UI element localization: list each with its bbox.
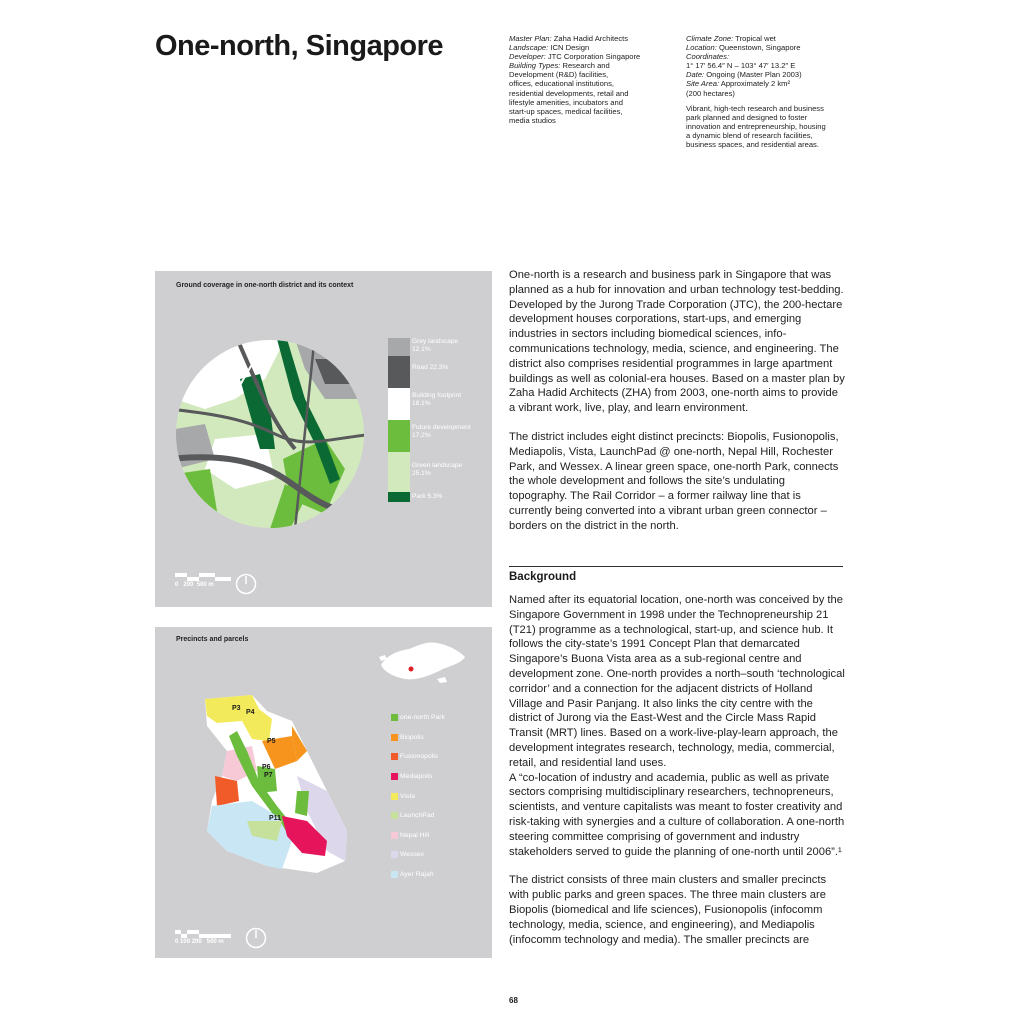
summary-line: Vibrant, high-tech research and business	[686, 103, 824, 113]
legend-item-future-development	[388, 420, 474, 452]
legend-item-road	[388, 356, 474, 388]
parcel-label-p3: P3	[232, 705, 241, 712]
scale-bar-2-graphic	[175, 930, 231, 938]
legend-item-green-landscape	[388, 452, 474, 492]
intro-text	[509, 268, 845, 548]
summary-line: innovation and entrepreneurship, housing	[686, 121, 826, 131]
scale-bar-graphic	[175, 573, 231, 581]
page-number: 68	[509, 996, 518, 1005]
parcel-label-p4: P4	[246, 709, 255, 716]
section-divider	[509, 566, 843, 567]
background-text	[509, 593, 845, 961]
legend-item-grey-landscape	[388, 338, 474, 356]
summary-line: park planned and designed to foster	[686, 112, 808, 122]
green-landscape-label: Green landscape 25.1%	[412, 462, 463, 478]
fusionopolis-swatch	[391, 753, 398, 760]
park-swatch	[388, 492, 410, 502]
summary-line: business spaces, and residential areas.	[686, 140, 819, 150]
grey-landscape-label: Grey landscape 12.1%	[412, 338, 459, 354]
biopolis-swatch	[391, 734, 398, 741]
parcel-label-p11: P11	[269, 815, 282, 822]
ground-coverage-title: Ground coverage in one-north district and its context	[176, 282, 354, 289]
section-heading: Background	[509, 571, 577, 583]
north-arrow-icon	[235, 573, 257, 595]
precincts-title: Precincts and parcels	[176, 636, 249, 643]
precincts-paragraph: The district includes eight distinct precincts: Biopolis, Fusionopolis, Mediapolis, Vista, LaunchPad @ one-north, Nepal Hill, Rochester Park, and Wessex. A linear green space, one-north Park, connects the whole development and follows the site’s undulating topography. The Rail Corridor – a former railway line that is currently being converted into a vibrant urban green connector – borders on the district in the north.	[509, 430, 839, 532]
ground-coverage-map	[175, 339, 365, 529]
park-label: Park 5.3%	[412, 493, 443, 500]
road-label: Road 22.3%	[412, 364, 449, 371]
ground-coverage-panel	[155, 271, 492, 607]
legend-item-ayer-rajah: Ayer Rajah	[391, 865, 445, 885]
singapore-locator-map	[377, 635, 469, 687]
summary-line: a dynamic blend of research facilities,	[686, 130, 813, 140]
project-metadata-left: Master Plan: Zaha Hadid Architects Landscape: ICN Design Developer: JTC Corporation Singapore Building Types: Research and Development (R&D) facilities, offices, educational institutions, residential developments, retail and lifestyle amenities, incubators and start-up spaces, medical facilities, media studios	[509, 34, 641, 125]
wessex-swatch	[391, 851, 398, 858]
page-title: One-north, Singapore	[155, 30, 444, 62]
launchpad-swatch	[391, 812, 398, 819]
legend-item-park	[388, 492, 474, 502]
parcel-label-p5: P5	[267, 738, 276, 745]
legend-item-mediapolis: Mediapolis	[391, 767, 445, 787]
legend-item-launchpad: LaunchPad	[391, 806, 445, 826]
parcel-label-p7: P7	[264, 772, 273, 779]
legend-item-fusionopolis: Fusionopolis	[391, 747, 445, 767]
legend-item-wessex: Wessex	[391, 845, 445, 865]
future-development-swatch	[388, 420, 410, 452]
legend-item-vista: Vista	[391, 786, 445, 806]
legend-item-building-footprint	[388, 388, 474, 420]
precincts-panel	[155, 627, 492, 958]
precincts-legend	[391, 708, 445, 884]
grey-landscape-swatch	[388, 338, 410, 356]
scale-bar: 0 200 500 m	[175, 573, 231, 588]
mediapolis-swatch	[391, 773, 398, 780]
green-landscape-swatch	[388, 452, 410, 492]
building-footprint-swatch	[388, 388, 410, 420]
one-north-park-swatch	[391, 714, 398, 721]
precincts-map	[197, 691, 357, 881]
ayer-rajah-swatch	[391, 871, 398, 878]
nepal-hill-swatch	[391, 832, 398, 839]
project-metadata-right: Climate Zone: Tropical wet Location: Queenstown, Singapore Coordinates: 1° 17′ 56.4″ N – 103° 47′ 13.2″ E Date: Ongoing (Master Plan 2003) Site Area: Approximately 2 km² (200 hectares) Vibrant, high-tech research and business park planned and designed to foster innovation and entrepreneurship, housing a dynamic blend of research facilities, business spaces, and residential areas.	[686, 34, 856, 149]
legend-item-biopolis: Biopolis	[391, 728, 445, 748]
background-paragraph: The district consists of three main clusters and smaller precincts with public parks and green spaces. The three main clusters are Biopolis (biomedical and life sciences), Fusionopolis (infocomm technology, media, science, and engineering), and Mediapolis (infocomm technology and media). The smaller precincts are	[509, 874, 827, 946]
legend-item-one-north-park: one-north Park	[391, 708, 445, 728]
intro-paragraph: One-north is a research and business park in Singapore that was planned as a hub for innovation and urban technology test-bedding. Developed by the Jurong Trade Corporation (JTC), the 200-hectare development houses corporations, start-ups, and emerging industries in sectors including biomedical sciences, info-communications technology, media, science, and engineering. The district also comprises residential programmes in large apartment buildings as well as colonial-era houses. Based on a master plan by Zaha Hadid Architects (ZHA) from 2003, one-north aims to provide a vibrant work, live, play, and learn environment.	[509, 269, 845, 415]
parcel-label-p6: P6	[262, 764, 271, 771]
north-arrow-icon	[245, 927, 267, 949]
scale-bar-2: 0 100 200 500 m	[175, 930, 231, 945]
building-footprint-label: Building footprint 18.1%	[412, 392, 462, 408]
vista-swatch	[391, 793, 398, 800]
legend-item-nepal-hill: Nepal Hill	[391, 826, 445, 846]
background-paragraph: Named after its equatorial location, one-north was conceived by the Singapore Government in 1998 under the Technopreneurship 21 (T21) programme as a technological, start-up, and science hub. It follows the city-state’s 1991 Concept Plan that demarcated Singapore’s Buona Vista area as a sub-regional centre and development zone. One-north provides a north–south ‘technological corridor’ and a connection for the adjacent districts of Holland Village and Pasir Panjang. It also links the city centre with the district of Jurong via the East-West and the Circle Mass Rapid Transit (MRT) lines. Based on a work-live-play-learn approach, the development integrates research, technology, media, commercial, retail, and residential land uses.	[509, 594, 845, 769]
future-development-label: Future development 17.2%	[412, 424, 471, 440]
ground-coverage-legend	[388, 338, 474, 502]
background-paragraph: A “co-location of industry and academia, public as well as private sectors comprising multidisciplinary researchers, technopreneurs, scientists, and venture capitalists was meant to foster creativity and risk-taking with synergies and a culture of collaboration. A one-north steering committee comprising of government and industry stakeholders served to guide the planning of one-north until 2006”.¹	[509, 771, 845, 858]
road-swatch	[388, 356, 410, 388]
